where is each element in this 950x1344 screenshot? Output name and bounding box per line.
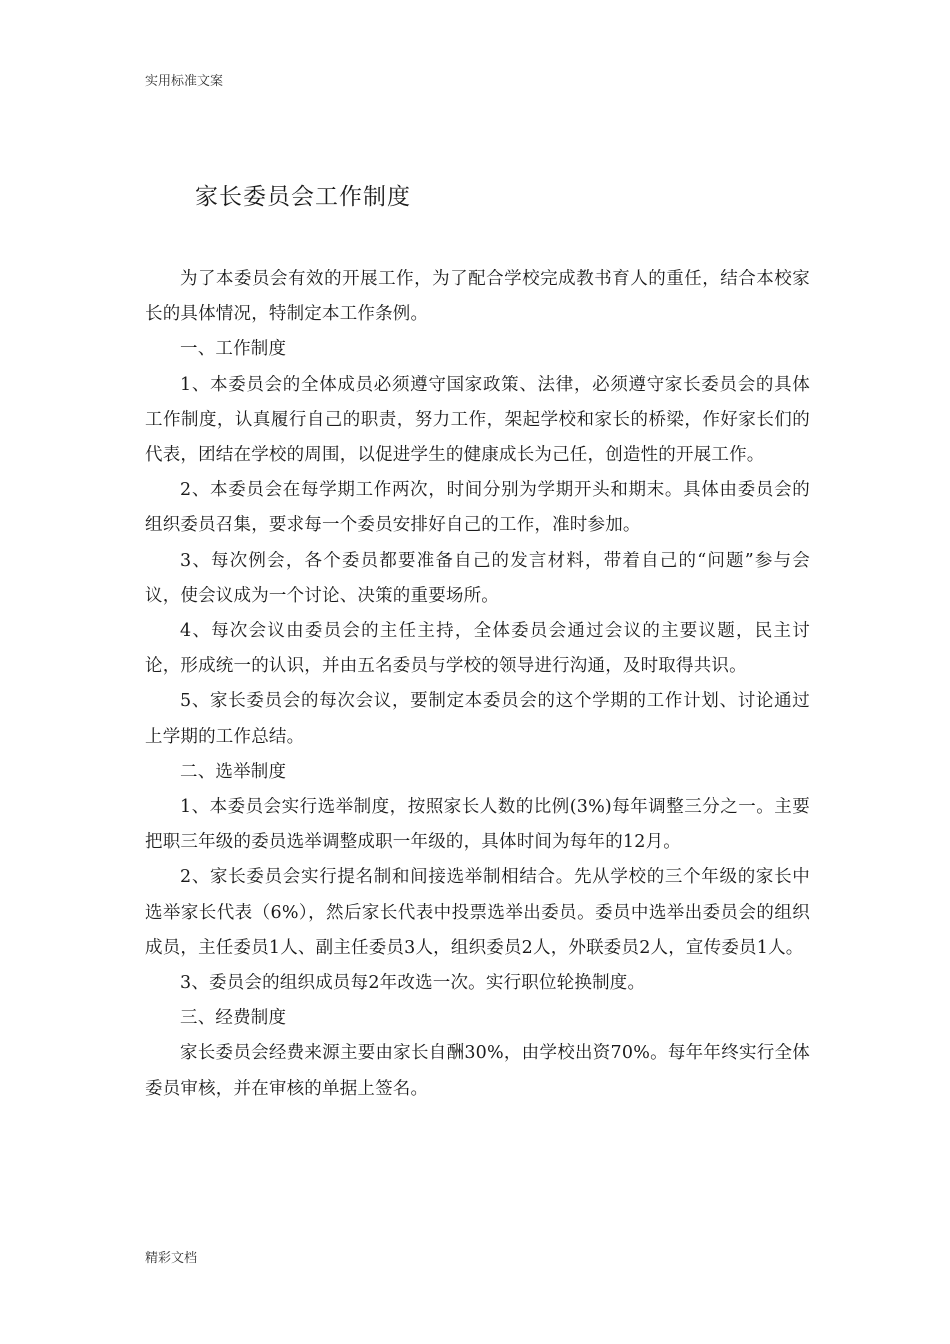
paragraph-election-item-3: 3、委员会的组织成员每2年改选一次。实行职位轮换制度。 [180,973,646,994]
paragraph-work-item-5: 5、家长委员会的每次会议，要制定本委员会的这个学期的工作计划、讨论通过上学期的工作总结。 [145,691,810,747]
page-header: 实用标准文案 [145,74,224,89]
paragraph-work-item-1: 1、本委员会的全体成员必须遵守国家政策、法律，必须遵守家长委员会的具体工作制度，认真履行自己的职责，努力工作，架起学校和家长的桥梁，作好家长们的代表，团结在学校的周围，以促进学生的健康成长为己任，创造性的开展工作。 [145,374,810,466]
paragraph-funding: 家长委员会经费来源主要由家长自酬30%，由学校出资70%。每年年终实行全体委员审核，并在审核的单据上签名。 [145,1043,810,1099]
document-body [145,262,810,1107]
paragraph-work-item-2: 2、本委员会在每学期工作两次，时间分别为学期开头和期末。具体由委员会的组织委员召集，要求每一个委员安排好自己的工作，准时参加。 [145,480,810,536]
section-heading-election-system: 二、选举制度 [180,761,287,782]
section-heading-work-system: 一、工作制度 [180,339,287,360]
page-footer: 精彩文档 [145,1251,198,1266]
intro-paragraph: 为了本委员会有效的开展工作，为了配合学校完成教书育人的重任，结合本校家长的具体情况，特制定本工作条例。 [145,269,810,325]
section-heading-funding-system: 三、经费制度 [180,1008,287,1029]
paragraph-work-item-4: 4、每次会议由委员会的主任主持，全体委员会通过会议的主要议题，民主讨论，形成统一的认识，并由五名委员与学校的领导进行沟通，及时取得共识。 [145,621,810,677]
paragraph-work-item-3: 3、每次例会，各个委员都要准备自己的发言材料，带着自己的“问题”参与会议，使会议成为一个讨论、决策的重要场所。 [145,550,810,606]
paragraph-election-item-1: 1、本委员会实行选举制度，按照家长人数的比例(3%)每年调整三分之一。主要把职三年级的委员选举调整成职一年级的，具体时间为每年的12月。 [145,797,810,853]
paragraph-election-item-2: 2、家长委员会实行提名制和间接选举制相结合。先从学校的三个年级的家长中选举家长代表（6%），然后家长代表中投票选举出委员。委员中选举出委员会的组织成员，主任委员1人、副主任委员3人，组织委员2人，外联委员2人，宣传委员1人。 [145,867,810,958]
document-title: 家长委员会工作制度 [195,184,411,210]
